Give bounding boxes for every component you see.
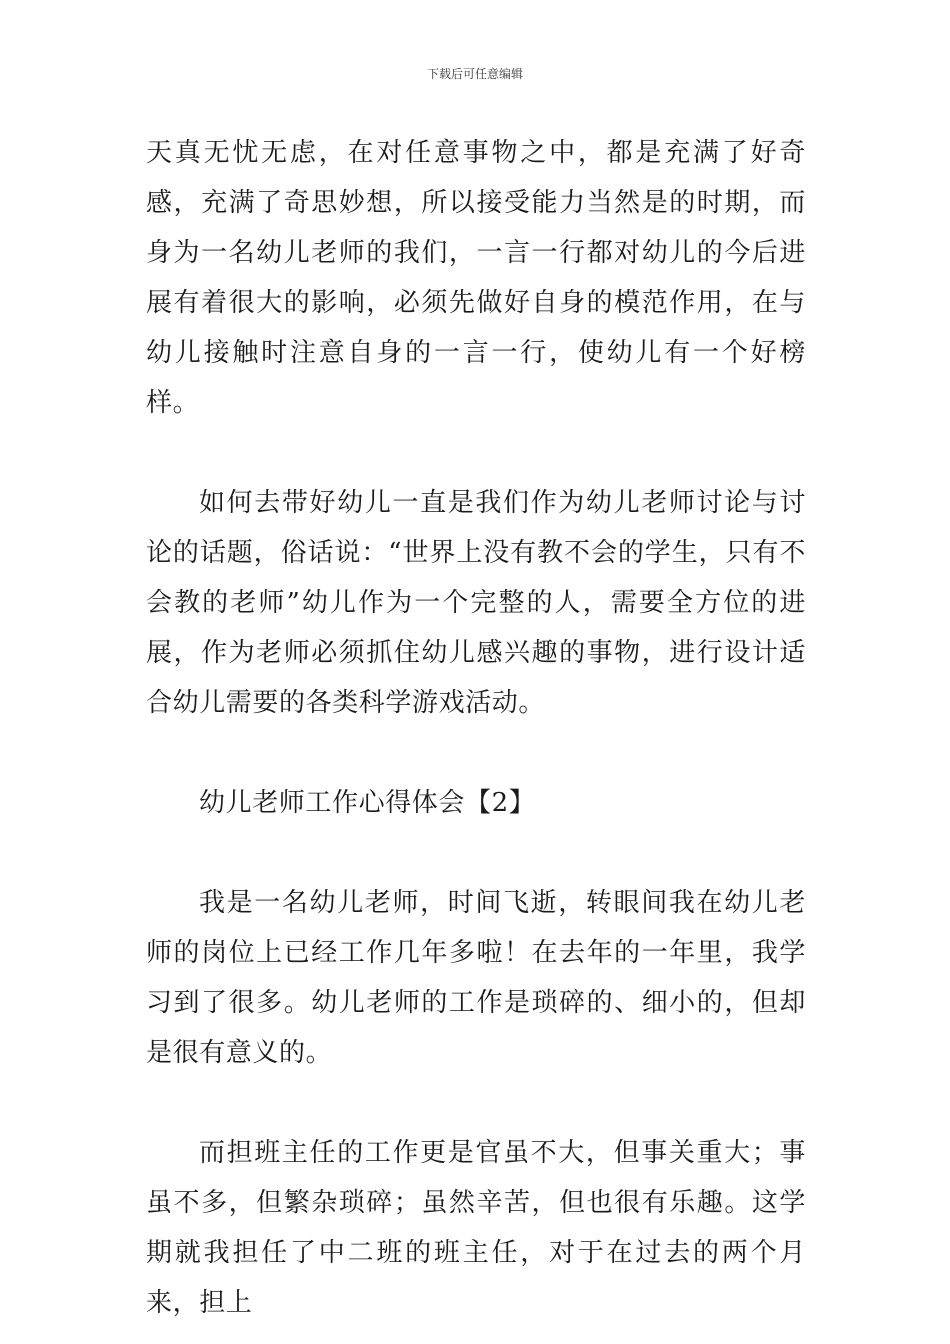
paragraph-2: 如何去带好幼儿一直是我们作为幼儿老师讨论与讨论的话题，俗话说：“世界上没有教不会的学生，只有不会教的老师”幼儿作为一个完整的人，需要全方位的进展，作为老师必须抓住幼儿感兴趣的事物，进行设计适合幼儿需要的各类科学游戏活动。: [146, 488, 806, 718]
paragraph-1: 天真无忧无虑，在对任意事物之中，都是充满了好奇感，充满了奇思妙想，所以接受能力当然是的时期，而身为一名幼儿老师的我们，一言一行都对幼儿的今后进展有着很大的影响，必须先做好自身的模范作用，在与幼儿接触时注意自身的一言一行，使幼儿有一个好榜样。: [146, 138, 806, 418]
paragraph-spacer: [146, 1078, 806, 1128]
paragraph-3: 我是一名幼儿老师，时间飞逝，转眼间我在幼儿老师的岗位上已经工作几年多啦！在去年的一年里，我学习到了很多。幼儿老师的工作是琐碎的、细小的，但却是很有意义的。: [146, 888, 806, 1068]
paragraph-spacer: [146, 828, 806, 878]
paragraph-4: 而担班主任的工作更是官虽不大，但事关重大；事虽不多，但繁杂琐碎；虽然辛苦，但也很有乐趣。这学期就我担任了中二班的班主任，对于在过去的两个月来，担上: [146, 1138, 806, 1318]
section-heading: 幼儿老师工作心得体会【2】: [199, 788, 536, 818]
paragraph-spacer: [146, 728, 806, 778]
document-body: [146, 128, 806, 1328]
paragraph-spacer: [146, 428, 806, 478]
page-header: 下载后可任意编辑: [426, 67, 523, 81]
